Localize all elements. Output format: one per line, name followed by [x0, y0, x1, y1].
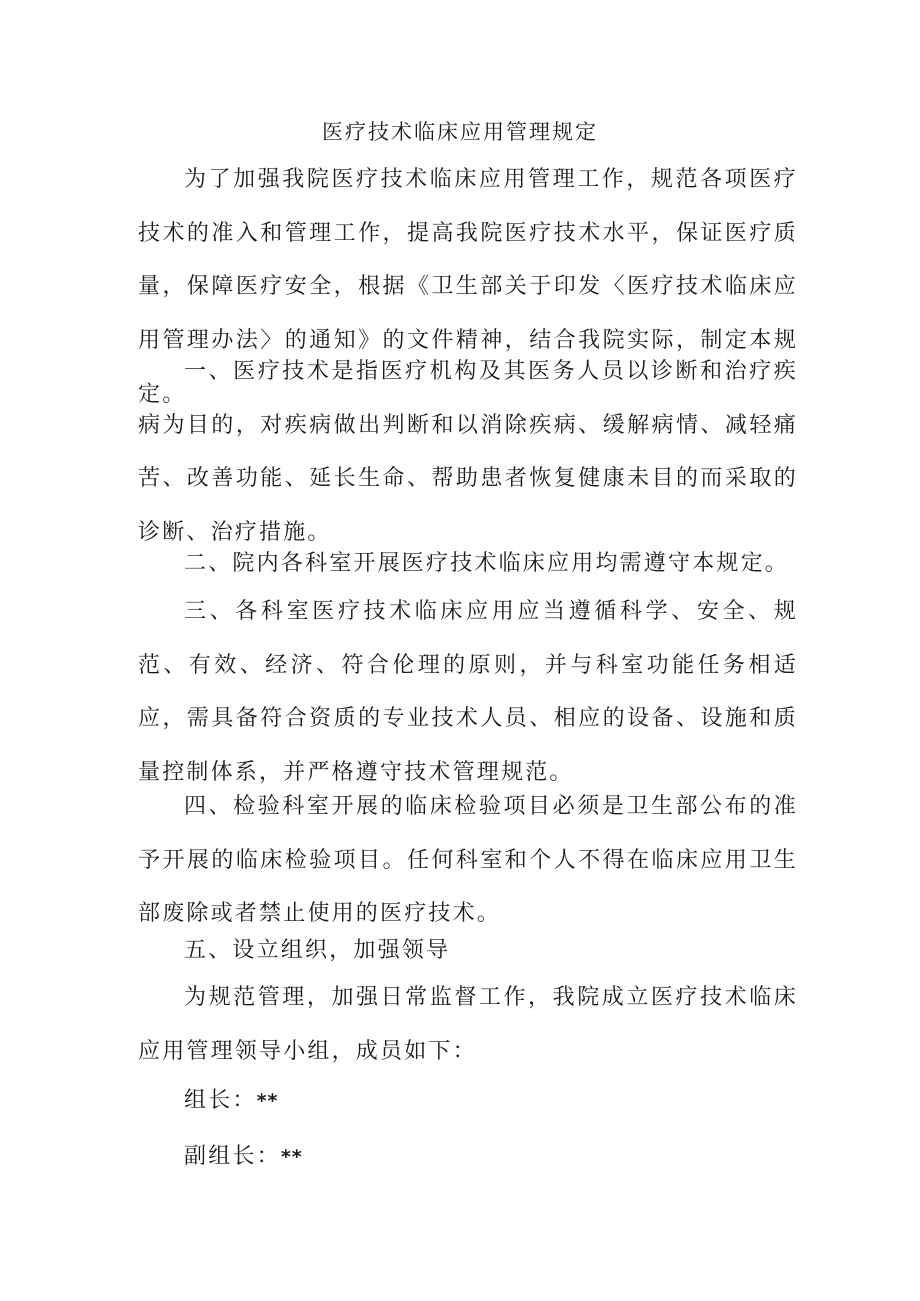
paragraph-intro: 为了加强我院医疗技术临床应用管理工作，规范各项医疗技术的准入和管理工作，提高我院医疗技术水平，保证医疗质量，保障医疗安全，根据《卫生部关于印发〈医疗技术临床应用管理办法〉的通知》的文件精神，结合我院实际，制定本规定。 — [138, 167, 798, 407]
member-name: ** — [256, 1090, 279, 1112]
document-title: 医疗技术临床应用管理规定 — [322, 120, 598, 144]
paragraph-article-2: 二、院内各科室开展医疗技术临床应用均需遵守本规定。 — [184, 551, 790, 576]
member-line-deputy-leader — [184, 1142, 303, 1172]
paragraph-article-4: 四、检验科室开展的临床检验项目必须是卫生部公布的准予开展的临床检验项目。任何科室和个人不得在临床应用卫生部废除或者禁止使用的医疗技术。 — [138, 794, 798, 927]
paragraph-article-1: 一、医疗技术是指医疗机构及其医务人员以诊断和治疗疾病为目的，对疾病做出判断和以消除疾病、缓解病情、减轻痛苦、改善功能、延长生命、帮助患者恢复健康未目的而采取的诊断、治疗措施。 — [138, 359, 798, 546]
member-role: 副组长： — [184, 1144, 281, 1169]
member-role: 组长： — [184, 1088, 257, 1113]
member-line-leader — [184, 1086, 278, 1116]
paragraph-leadership-group: 为规范管理，加强日常监督工作，我院成立医疗技术临床应用管理领导小组，成员如下： — [138, 985, 798, 1064]
member-name: ** — [280, 1146, 303, 1168]
paragraph-article-3: 三、各科室医疗技术临床应用应当遵循科学、安全、规范、有效、经济、符合伦理的原则，并与科室功能任务相适应，需具备符合资质的专业技术人员、相应的设备、设施和质量控制体系，并严格遵守技术管理规范。 — [138, 599, 798, 786]
paragraph-article-5-heading: 五、设立组织，加强领导 — [184, 938, 451, 963]
